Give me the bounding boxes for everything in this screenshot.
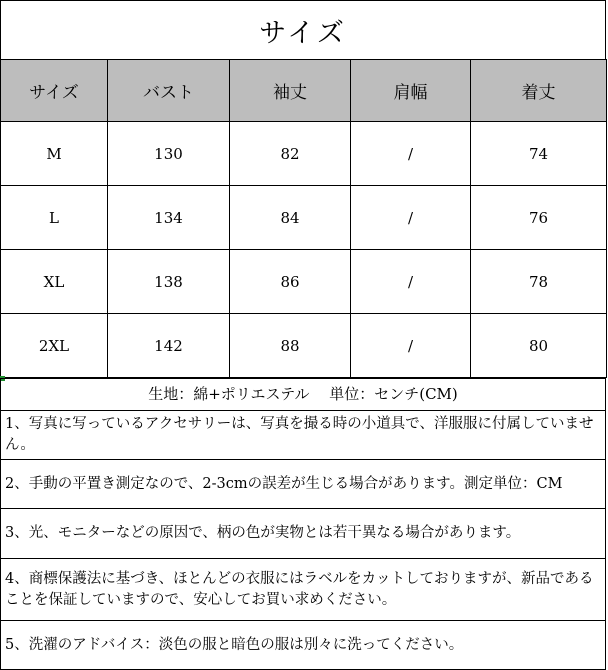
cell-size: L xyxy=(1,186,108,250)
cell-size: 2XL xyxy=(1,314,108,378)
material-line: 生地：綿+ポリエステル 単位：センチ(CM) xyxy=(0,378,606,411)
header-shoulder-width: 肩幅 xyxy=(351,60,471,122)
cell-bust: 142 xyxy=(108,314,230,378)
cell-bust: 134 xyxy=(108,186,230,250)
note-item: 4、商標保護法に基づき、ほとんどの衣服にはラベルをカットしておりますが、新品であることを保証していますので、安心してお買い求めください。 xyxy=(0,558,606,621)
note-item: 2、手動の平置き測定なので、2-3cmの誤差が生じる場合があります。測定単位：CM xyxy=(0,459,606,509)
cell-shoulder: / xyxy=(351,122,471,186)
size-table xyxy=(0,59,607,378)
cell-length: 80 xyxy=(471,314,607,378)
table-header-row xyxy=(1,60,607,122)
table-row xyxy=(1,186,607,250)
cell-length: 78 xyxy=(471,250,607,314)
header-sleeve-length: 袖丈 xyxy=(230,60,351,122)
cell-shoulder: / xyxy=(351,314,471,378)
cell-sleeve: 88 xyxy=(230,314,351,378)
table-row xyxy=(1,122,607,186)
cell-shoulder: / xyxy=(351,250,471,314)
cell-length: 74 xyxy=(471,122,607,186)
cell-bust: 130 xyxy=(108,122,230,186)
note-item: 5、洗濯のアドバイス：淡色の服と暗色の服は別々に洗ってください。 xyxy=(0,620,606,670)
page-title: サイズ xyxy=(0,0,606,60)
table-row xyxy=(1,314,607,378)
cell-length: 76 xyxy=(471,186,607,250)
cell-size: M xyxy=(1,122,108,186)
note-item: 3、光、モニターなどの原因で、柄の色が実物とは若干異なる場合があります。 xyxy=(0,508,606,559)
table-row xyxy=(1,250,607,314)
header-size: サイズ xyxy=(1,60,108,122)
cell-sleeve: 84 xyxy=(230,186,351,250)
header-bust: バスト xyxy=(108,60,230,122)
cell-size: XL xyxy=(1,250,108,314)
cell-shoulder: / xyxy=(351,186,471,250)
note-item: 1、写真に写っているアクセサリーは、写真を撮る時の小道具で、洋服服に付属していません。 xyxy=(0,410,606,460)
cell-bust: 138 xyxy=(108,250,230,314)
header-length: 着丈 xyxy=(471,60,607,122)
cell-sleeve: 82 xyxy=(230,122,351,186)
cell-sleeve: 86 xyxy=(230,250,351,314)
